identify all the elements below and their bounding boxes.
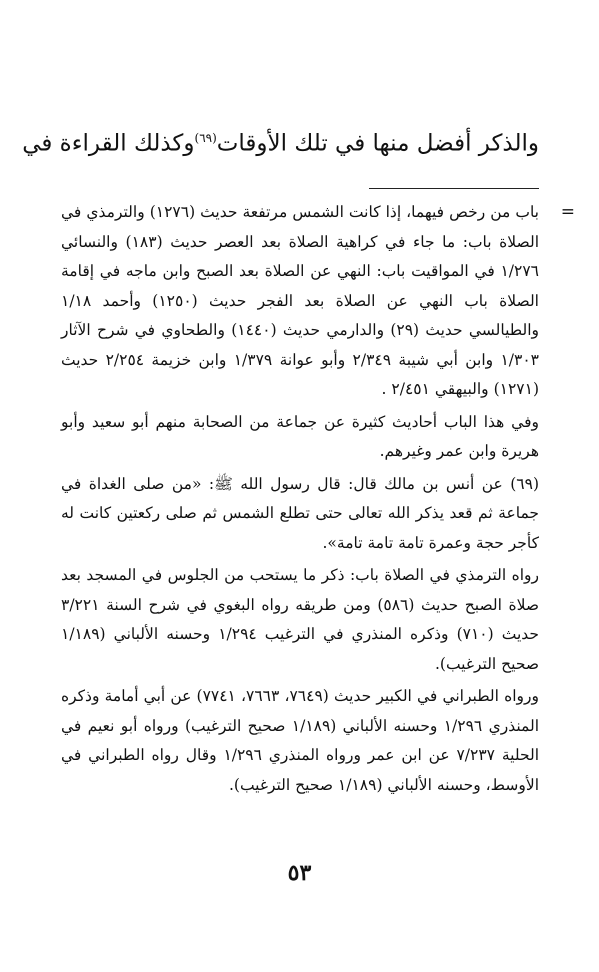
footnote-divider: [369, 188, 539, 189]
footnote-text: رواه الترمذي في الصلاة باب: ذكر ما يستحب من الجلوس في المسجد بعد صلاة الصبح حديث (٥٨٦) ومن طريقه رواه البغوي في شرح السنة ٣/٢٢١ حديث (٧١٠) وذكره المنذري في الترغيب ١/٢٩٤ وحسنه الألباني (١/١٨٩ صحيح الترغيب).: [61, 566, 539, 673]
footnote-text: باب من رخص فيهما، إذا كانت الشمس مرتفعة حديث (١٢٧٦) والترمذي في الصلاة باب: ما جاء في كراهية الصلاة بعد العصر حديث (١٨٣) والنسائي ١/٢٧٦ في المواقيت باب: النهي عن الصلاة بعد الصبح وابن ماجه في إقامة الصلاة باب النهي عن الصلاة بعد الفجر حديث (١٢٥٠) وأحمد ١/١٨ والطيالسي حديث (٢٩) والدارمي حديث (١٤٤٠) والطحاوي في شرح الآثار ١/٣٠٣ وابن أبي شيبة ٢/٣٤٩ وأبو عوانة ١/٣٧٩ وابن خزيمة ٢/٢٥٤ حديث (١٢٧١) والبيهقي ٢/٤٥١ .: [61, 203, 540, 398]
page-number: ٥٣: [287, 860, 312, 886]
footnote-text: وفي هذا الباب أحاديث كثيرة عن جماعة من الصحابة منهم أبو سعيد وأبو هريرة وابن عمر وغيرهم.: [61, 412, 539, 460]
footnotes-section: [61, 198, 575, 800]
footnote-paragraph: [61, 561, 539, 679]
footnote-text: عن أنس بن مالك قال: قال رسول الله ﷺ: «من صلى الغداة في جماعة ثم قعد يذكر الله تعالى حتى تطلع الشمس ثم صلى ركعتين كانت له كأجر حجة وعمرة تامة تامة تامة».: [61, 474, 539, 552]
footnote-text: ورواه الطبراني في الكبير حديث (٧٦٤٩، ٧٦٦٣، ٧٧٤١) عن أبي أمامة وذكره المنذري ١/٢٩٦ وحسنه الألباني (١/١٨٩ صحيح الترغيب) ورواه أبو نعيم في الحلية ٧/٢٣٧ عن ابن عمر ورواه المنذري ١/٢٩٦ وقال رواه الطبراني في الأوسط، وحسنه الألباني (١/١٨٩ صحيح الترغيب).: [61, 687, 539, 794]
footnote-number: (٦٩): [510, 474, 540, 493]
main-text-before-note: والذكر أفضل منها في تلك الأوقات: [216, 130, 539, 157]
continuation-mark: =: [560, 202, 575, 222]
footnote-69: [61, 470, 539, 559]
footnote-reference: (٦٩): [194, 131, 217, 145]
footnote-paragraph: [61, 682, 539, 800]
footnote-paragraph: [61, 408, 539, 467]
main-text-line: [22, 118, 539, 164]
footnote-continued-paragraph: [61, 198, 575, 405]
main-text-after-note: وكذلك القراءة في: [22, 130, 195, 157]
